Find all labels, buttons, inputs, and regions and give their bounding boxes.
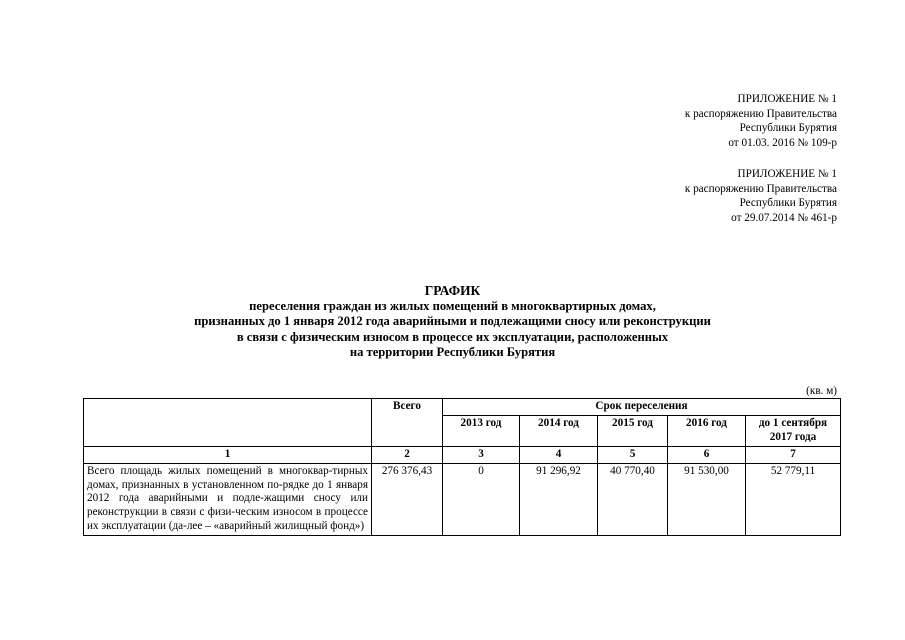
appendix-date: от 29.07.2014 № 461-р [731, 211, 837, 224]
row-value: 91 296,92 [520, 463, 598, 536]
appendix-line: к распоряжению Правительства [684, 182, 837, 195]
document-title [0, 283, 905, 361]
row-description: Всего площадь жилых помещений в многоквар-тирных домах, признанных в установленном по-рядке до 1 января 2012 года аварийными и подле-жащими сносу или реконструкции в связи с физи-ческим износом в процессе их эксплуатации (да-лее – «аварийный жилищный фонд») [84, 463, 372, 536]
appendix-date: от 01.03. 2016 № 109-р [728, 136, 837, 149]
column-number: 2 [372, 446, 443, 463]
appendix-current [685, 92, 837, 150]
title-line: признанных до 1 января 2012 года аварийными и подлежащими сносу или реконструкции [194, 314, 711, 329]
column-number: 3 [443, 446, 520, 463]
header-year: 2014 год [520, 415, 598, 446]
title-line: переселения граждан из жилых помещений в многоквартирных домах, [249, 298, 656, 313]
header-year: 2015 год [598, 415, 668, 446]
column-number: 7 [746, 446, 841, 463]
appendix-heading: ПРИЛОЖЕНИЕ № 1 [737, 168, 837, 180]
resettlement-table [83, 398, 841, 536]
row-value: 40 770,40 [598, 463, 668, 536]
appendix-line: Республики Бурятия [739, 197, 837, 210]
title-main: ГРАФИК [424, 283, 481, 298]
appendix-line: Республики Бурятия [739, 122, 837, 135]
header-period: Срок переселения [443, 399, 841, 416]
header-year: 2016 год [668, 415, 746, 446]
appendix-heading: ПРИЛОЖЕНИЕ № 1 [737, 93, 837, 105]
row-value: 0 [443, 463, 520, 536]
header-total: Всего [372, 399, 443, 447]
unit-label: (кв. м) [806, 385, 837, 397]
column-number: 1 [84, 446, 372, 463]
row-value: 91 530,00 [668, 463, 746, 536]
column-number: 5 [598, 446, 668, 463]
row-total: 276 376,43 [372, 463, 443, 536]
row-value: 52 779,11 [746, 463, 841, 536]
column-number: 4 [520, 446, 598, 463]
column-number-row [84, 446, 841, 463]
header-year: до 1 сентября 2017 года [746, 415, 841, 446]
appendix-line: к распоряжению Правительства [684, 107, 837, 120]
header-empty-cell [84, 399, 372, 447]
appendix-original [685, 167, 837, 225]
column-number: 6 [668, 446, 746, 463]
header-year: 2013 год [443, 415, 520, 446]
title-line: на территории Республики Бурятия [349, 345, 556, 360]
table-row [84, 463, 841, 536]
title-line: в связи с физическим износом в процессе их эксплуатации, расположенных [236, 329, 669, 344]
header-row [84, 399, 841, 416]
